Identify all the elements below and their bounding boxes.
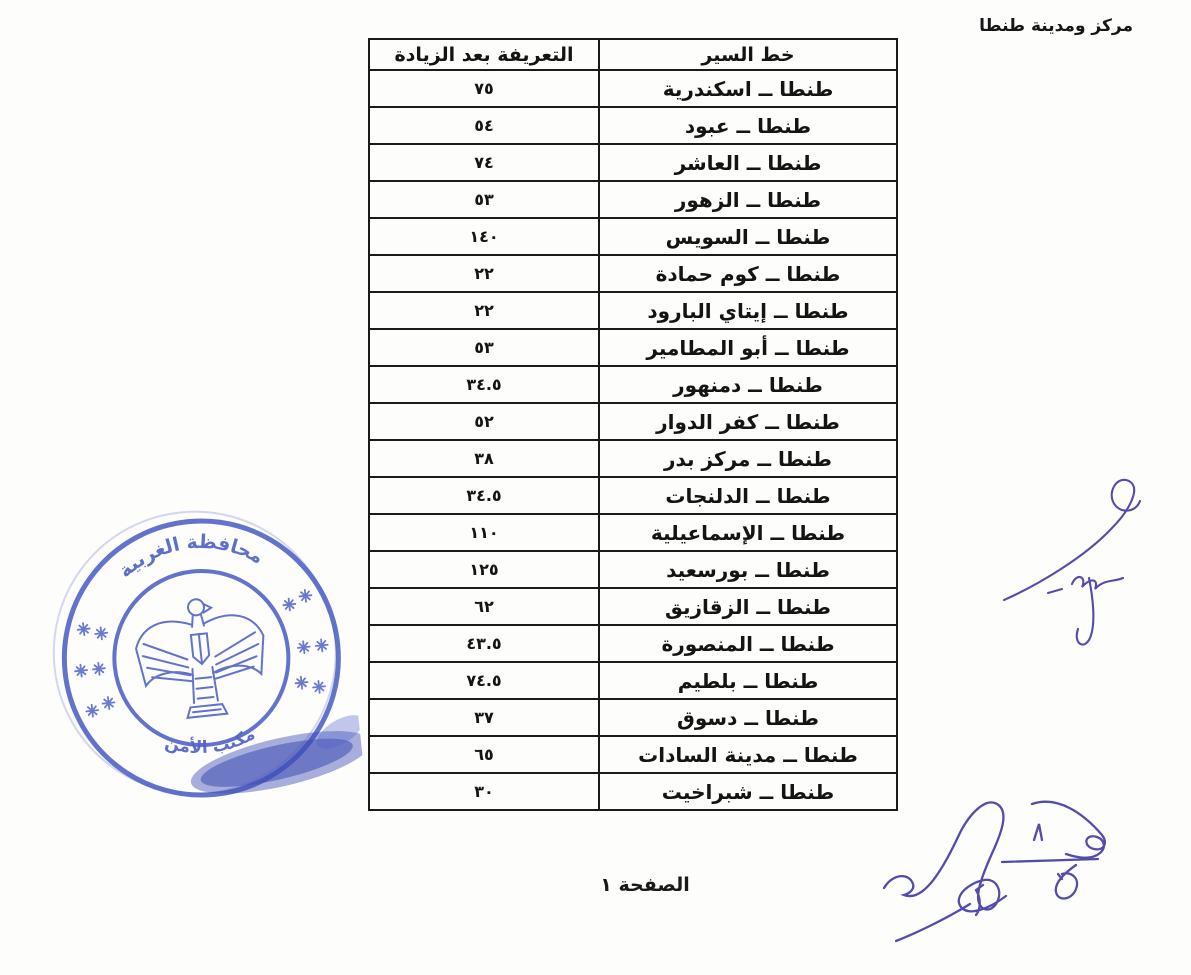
table-row — [369, 181, 897, 218]
table-row — [369, 736, 897, 773]
tariff-cell: ٣٤.٥ — [369, 366, 599, 403]
tariff-cell: ٣٨ — [369, 440, 599, 477]
table-row — [369, 329, 897, 366]
tariff-cell: ٣٠ — [369, 773, 599, 810]
tariff-cell: ١١٠ — [369, 514, 599, 551]
tariff-cell: ٦٥ — [369, 736, 599, 773]
tariff-cell: ٥٢ — [369, 403, 599, 440]
stamp-bottom-text: مكتب الأمن — [162, 724, 259, 759]
route-cell: طنطا ــ بلطيم — [599, 662, 897, 699]
table-row — [369, 773, 897, 810]
route-cell: طنطا ــ مركز بدر — [599, 440, 897, 477]
route-cell: طنطا ــ اسكندرية — [599, 70, 897, 107]
signature-lower — [872, 772, 1191, 975]
tariff-cell: ٧٤ — [369, 144, 599, 181]
table-row — [369, 366, 897, 403]
table-row — [369, 403, 897, 440]
table-row — [369, 625, 897, 662]
route-cell: طنطا ــ عبود — [599, 107, 897, 144]
table-row — [369, 440, 897, 477]
tariff-cell: ٧٥ — [369, 70, 599, 107]
tariff-cell: ٧٤.٥ — [369, 662, 599, 699]
table-row — [369, 107, 897, 144]
corner-note: مركز ومدينة طنطا — [979, 16, 1133, 36]
tariff-cell: ٥٤ — [369, 107, 599, 144]
route-cell: طنطا ــ كفر الدوار — [599, 403, 897, 440]
fare-table-grid — [368, 38, 898, 811]
route-cell: طنطا ــ بورسعيد — [599, 551, 897, 588]
table-row — [369, 218, 897, 255]
table-row — [369, 588, 897, 625]
table-row — [369, 144, 897, 181]
route-column-header: خط السير — [599, 39, 897, 70]
route-cell: طنطا ــ السويس — [599, 218, 897, 255]
route-cell: طنطا ــ أبو المطامير — [599, 329, 897, 366]
signature-upper — [998, 472, 1190, 677]
table-row — [369, 551, 897, 588]
tariff-cell: ٥٣ — [369, 329, 599, 366]
route-cell: طنطا ــ كوم حمادة — [599, 255, 897, 292]
tariff-cell: ٢٢ — [369, 292, 599, 329]
table-row — [369, 514, 897, 551]
fare-table-body — [369, 70, 897, 810]
tariff-column-header: التعريفة بعد الزيادة — [369, 39, 599, 70]
fare-table — [368, 38, 896, 811]
tariff-cell: ٣٤.٥ — [369, 477, 599, 514]
route-cell: طنطا ــ الدلنجات — [599, 477, 897, 514]
route-cell: طنطا ــ مدينة السادات — [599, 736, 897, 773]
page-number: الصفحة ١ — [600, 874, 690, 896]
governorate-stamp — [37, 493, 368, 835]
route-cell: طنطا ــ شبراخيت — [599, 773, 897, 810]
route-cell: طنطا ــ الزهور — [599, 181, 897, 218]
route-cell: طنطا ــ دمنهور — [599, 366, 897, 403]
tariff-cell: ٢٢ — [369, 255, 599, 292]
tariff-cell: ٣٧ — [369, 699, 599, 736]
route-cell: طنطا ــ المنصورة — [599, 625, 897, 662]
route-cell: طنطا ــ دسوق — [599, 699, 897, 736]
table-row — [369, 477, 897, 514]
tariff-cell: ٦٢ — [369, 588, 599, 625]
svg-text:محافظة الغربية — [112, 524, 270, 584]
route-cell: طنطا ــ العاشر — [599, 144, 897, 181]
tariff-cell: ٥٣ — [369, 181, 599, 218]
route-cell: طنطا ــ الزقازيق — [599, 588, 897, 625]
tariff-cell: ١٢٥ — [369, 551, 599, 588]
stamp-top-text: محافظة الغربية — [114, 530, 268, 583]
table-row — [369, 70, 897, 107]
table-row — [369, 255, 897, 292]
tariff-cell: ٤٣.٥ — [369, 625, 599, 662]
eagle-emblem — [132, 593, 272, 723]
route-cell: طنطا ــ إيتاي البارود — [599, 292, 897, 329]
tariff-cell: ١٤٠ — [369, 218, 599, 255]
table-row — [369, 292, 897, 329]
table-row — [369, 662, 897, 699]
table-row — [369, 699, 897, 736]
table-header-row — [369, 39, 897, 70]
route-cell: طنطا ــ الإسماعيلية — [599, 514, 897, 551]
